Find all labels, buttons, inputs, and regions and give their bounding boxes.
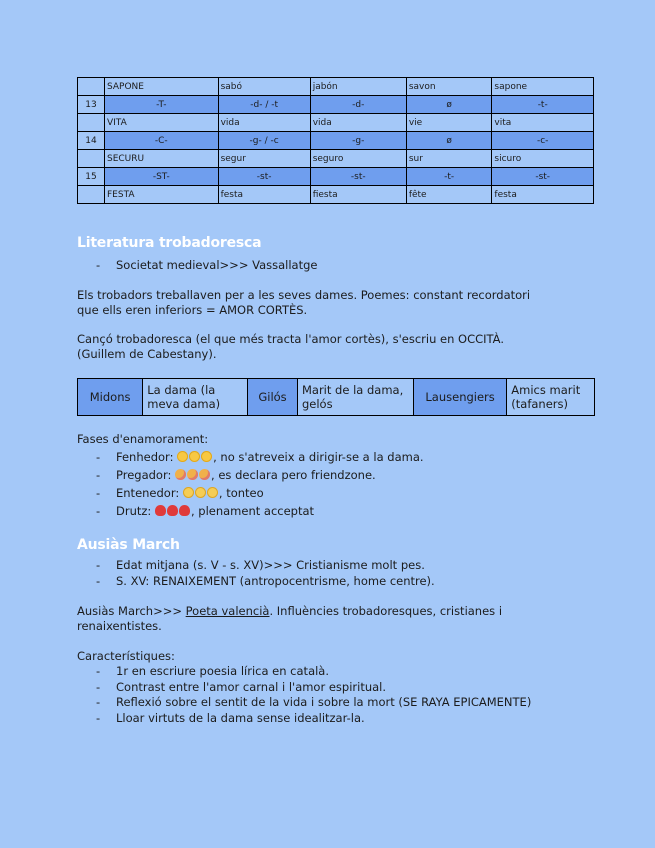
- role-cell: Gilós: [248, 379, 298, 416]
- table-cell: sicuro: [492, 150, 594, 168]
- table-row: [78, 114, 594, 132]
- table-cell: vida: [218, 114, 310, 132]
- ausias-bullets: [96, 558, 435, 589]
- heart-icon: [167, 505, 178, 516]
- underlined-text: Poeta valencià: [185, 604, 270, 618]
- fase-description: , no s'atreveix a dirigir-se a la dama.: [213, 450, 424, 464]
- table-cell: segur: [218, 150, 310, 168]
- table-cell: -st-: [310, 168, 406, 186]
- table-row: [78, 78, 594, 96]
- face-emoji-icon: [207, 487, 218, 498]
- list-item: - Edat mitjana (s. V - s. XV)>>> Cristianisme molt pes.: [96, 558, 435, 574]
- face-emoji-icon: [175, 469, 186, 480]
- table-cell: -d-: [310, 96, 406, 114]
- heart-icon: [155, 505, 166, 516]
- text-line: (Guillem de Cabestany).: [77, 347, 217, 361]
- table-cell: VITA: [105, 114, 219, 132]
- list-item: [96, 502, 424, 520]
- table-cell: sabó: [218, 78, 310, 96]
- role-cell: Marit de la dama, gelós: [297, 379, 413, 416]
- text-span: . Influències trobadoresques, cristianes i: [269, 604, 503, 618]
- list-item: - Societat medieval>>> Vassallatge: [96, 256, 317, 274]
- heading-literatura: Literatura trobadoresca: [77, 235, 262, 251]
- list-item: [96, 484, 424, 502]
- literatura-bullets: [96, 256, 317, 274]
- text-span: Ausiàs March>>>: [77, 604, 186, 618]
- fase-description: , plenament acceptat: [190, 504, 315, 518]
- table-cell: vie: [406, 114, 492, 132]
- table-cell: -ST-: [105, 168, 219, 186]
- text-line: renaixentistes.: [77, 619, 162, 633]
- heading-ausias: Ausiàs March: [77, 537, 180, 553]
- list-item: [96, 466, 424, 484]
- table-cell: -st-: [218, 168, 310, 186]
- caracteristiques-title: Característiques:: [77, 649, 175, 663]
- text-line: que ells eren inferiors = AMOR CORTÈS.: [77, 303, 308, 317]
- table-cell: -st-: [492, 168, 594, 186]
- fases-list: [96, 448, 424, 520]
- row-number: [78, 150, 105, 168]
- table-cell: sapone: [492, 78, 594, 96]
- role-cell: Amics marit (tafaners): [507, 379, 595, 416]
- row-number: [78, 114, 105, 132]
- face-emoji-icon: [195, 487, 206, 498]
- fases-title: Fases d'enamorament:: [77, 432, 209, 446]
- fase-description: , tonteo: [218, 486, 264, 500]
- table-cell: -C-: [105, 132, 219, 150]
- table-cell: SAPONE: [105, 78, 219, 96]
- list-item: - 1r en escriure poesia lírica en català.: [96, 664, 531, 680]
- fase-label: Pregador:: [116, 468, 172, 482]
- table-cell: savon: [406, 78, 492, 96]
- table-cell: ø: [406, 96, 492, 114]
- paragraph-ausias: [77, 604, 502, 634]
- row-number: 15: [78, 168, 105, 186]
- face-emoji-icon: [199, 469, 210, 480]
- table-row: [78, 186, 594, 204]
- table-cell: vida: [310, 114, 406, 132]
- list-item: - Contrast entre l'amor carnal i l'amor espiritual.: [96, 680, 531, 696]
- table-row: [78, 132, 594, 150]
- row-number: 13: [78, 96, 105, 114]
- caracteristiques-list: [96, 664, 531, 726]
- table-cell: -d- / -t: [218, 96, 310, 114]
- table-row: [78, 96, 594, 114]
- table-row: [78, 168, 594, 186]
- paragraph-trobadors: [77, 288, 530, 318]
- sound-change-table: [77, 77, 594, 204]
- paragraph-canco: [77, 332, 504, 362]
- fase-label: Drutz:: [116, 504, 152, 518]
- table-cell: festa: [492, 186, 594, 204]
- table-cell: -g-: [310, 132, 406, 150]
- row-number: 14: [78, 132, 105, 150]
- table-cell: -t-: [492, 96, 594, 114]
- table-cell: festa: [218, 186, 310, 204]
- face-emoji-icon: [201, 451, 212, 462]
- list-item: - S. XV: RENAIXEMENT (antropocentrisme, home centre).: [96, 574, 435, 590]
- face-emoji-icon: [189, 451, 200, 462]
- list-item: - Reflexió sobre el sentit de la vida i sobre la mort (SE RAYA EPICAMENTE): [96, 695, 531, 711]
- table-cell: -t-: [406, 168, 492, 186]
- table-cell: FESTA: [105, 186, 219, 204]
- table-cell: ø: [406, 132, 492, 150]
- table-cell: SECURU: [105, 150, 219, 168]
- fase-description: , es declara pero friendzone.: [211, 468, 376, 482]
- fase-label: Fenhedor:: [116, 450, 174, 464]
- table-cell: seguro: [310, 150, 406, 168]
- list-item: - Lloar virtuts de la dama sense idealitzar-la.: [96, 711, 531, 727]
- text-line: Cançó trobadoresca (el que més tracta l'amor cortès), s'escriu en OCCITÀ.: [77, 332, 504, 346]
- text-line: [77, 604, 502, 619]
- role-cell: Midons: [78, 379, 143, 416]
- table-cell: fête: [406, 186, 492, 204]
- row-number: [78, 78, 105, 96]
- table-cell: vita: [492, 114, 594, 132]
- face-emoji-icon: [183, 487, 194, 498]
- table-cell: jabón: [310, 78, 406, 96]
- table-cell: -c-: [492, 132, 594, 150]
- role-cell: Lausengiers: [413, 379, 506, 416]
- table-row: [78, 150, 594, 168]
- role-cell: La dama (la meva dama): [143, 379, 248, 416]
- face-emoji-icon: [187, 469, 198, 480]
- list-item: [96, 448, 424, 466]
- fase-label: Entenedor:: [116, 486, 180, 500]
- table-cell: fiesta: [310, 186, 406, 204]
- row-number: [78, 186, 105, 204]
- text-line: Els trobadors treballaven per a les seves dames. Poemes: constant recordatori: [77, 288, 531, 302]
- table-cell: -g- / -c: [218, 132, 310, 150]
- heart-icon: [179, 505, 190, 516]
- roles-table: [77, 378, 595, 416]
- table-cell: sur: [406, 150, 492, 168]
- face-emoji-icon: [177, 451, 188, 462]
- table-cell: -T-: [105, 96, 219, 114]
